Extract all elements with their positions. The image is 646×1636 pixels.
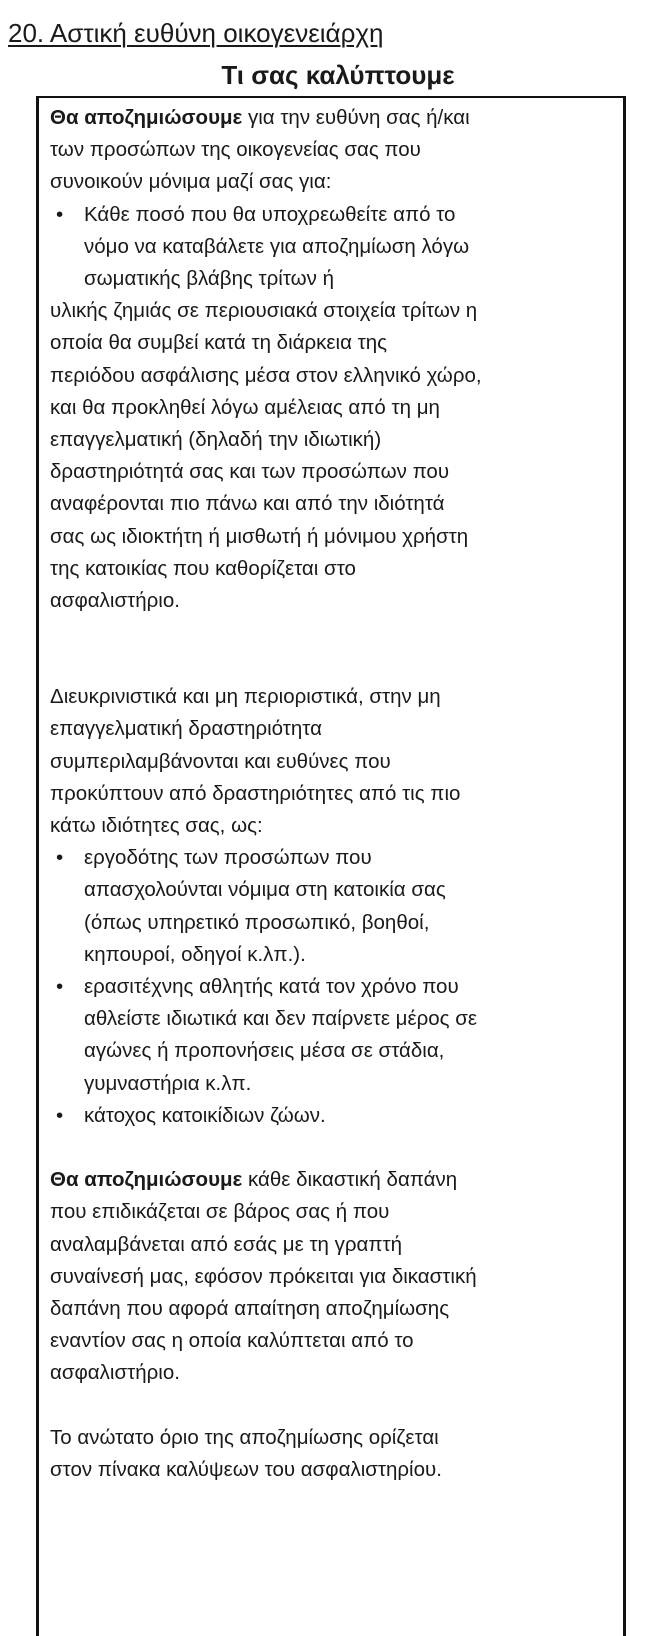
- text-line: ασφαλιστήριο.: [50, 1361, 180, 1385]
- text-line: επαγγελματική δραστηριότητα: [50, 717, 322, 741]
- text-line: σωματικής βλάβης τρίτων ή: [84, 267, 335, 291]
- text-line: επαγγελματική (δηλαδή την ιδιωτική): [50, 428, 382, 452]
- spacer: [50, 617, 616, 681]
- text-line: κηπουροί, οδηγοί κ.λπ.).: [84, 942, 306, 966]
- text-line: συναίνεσή μας, εφόσον πρόκειται για δικαστική: [50, 1264, 477, 1288]
- text-line: νόμο να καταβάλετε για αποζημίωση λόγω: [84, 234, 470, 258]
- text-line: περιόδου ασφάλισης μέσα στον ελληνικό χώρο,: [50, 363, 482, 387]
- bullet-item-employer: [50, 842, 616, 971]
- text-line: οποία θα συμβεί κατά τη διάρκεια της: [50, 331, 388, 355]
- text-line: των προσώπων της οικογενείας σας που: [50, 138, 421, 162]
- text-line: απασχολούνται νόμιμα στη κατοικία σας: [84, 878, 446, 902]
- bold-lead: Θα αποζημιώσουμε: [50, 1168, 243, 1192]
- text-line: συνοικούν μόνιμα μαζί σας για:: [50, 170, 332, 194]
- bullet-icon: •: [56, 1103, 64, 1127]
- content-body: [50, 102, 616, 1486]
- text-line: κάτοχος κατοικίδιων ζώων.: [84, 1103, 326, 1127]
- text-line: αγώνες ή προπονήσεις μέσα σε στάδια,: [84, 1039, 445, 1063]
- text-line: και θα προκληθεί λόγω αμέλειας από τη μη: [50, 395, 440, 419]
- section-title: 20. Αστική ευθύνη οικογενειάρχη: [8, 18, 384, 48]
- text-line: εναντίον σας η οποία καλύπτεται από το: [50, 1329, 414, 1353]
- bullet-icon: •: [56, 202, 64, 226]
- paragraph-coverage-intro: [50, 102, 616, 134]
- bullet-icon: •: [56, 846, 64, 870]
- bullet-item: [50, 199, 616, 296]
- text-line: εργοδότης των προσώπων που: [84, 846, 372, 870]
- text-line: Το ανώτατο όριο της αποζημίωσης ορίζεται: [50, 1425, 439, 1449]
- text-line: γυμναστήρια κ.λπ.: [84, 1071, 252, 1095]
- text-line: Διευκρινιστικά και μη περιοριστικά, στην μη: [50, 685, 441, 709]
- text-line: υλικής ζημιάς σε περιουσιακά στοιχεία τρίτων η: [50, 299, 478, 323]
- text-line: κάτω ιδιότητες σας, ως:: [50, 814, 263, 838]
- spacer: [50, 1390, 616, 1422]
- text-line: για την ευθύνη σας ή/και: [242, 106, 470, 129]
- bullet-item-athlete: [50, 971, 616, 1100]
- text-line: (όπως υπηρετικό προσωπικό, βοηθοί,: [84, 910, 430, 934]
- text-line: αναφέρονται πιο πάνω και από την ιδιότητά: [50, 492, 445, 516]
- text-line: της κατοικίας που καθορίζεται στο: [50, 556, 356, 580]
- bullet-item-pets: [50, 1100, 616, 1132]
- paragraph-legal-costs: [50, 1164, 616, 1196]
- spacer: [50, 1132, 616, 1164]
- text-line: προκύπτουν από δραστηριότητες από τις πιο: [50, 781, 461, 805]
- text-line: Κάθε ποσό που θα υποχρεωθείτε από το: [84, 202, 456, 226]
- bold-lead: Θα αποζημιώσουμε: [50, 106, 243, 129]
- text-line: στον πίνακα καλύψεων του ασφαλιστηρίου.: [50, 1457, 442, 1481]
- text-line: σας ως ιδιοκτήτη ή μισθωτή ή μόνιμου χρήστη: [50, 524, 469, 548]
- bullet-icon: •: [56, 975, 64, 999]
- subtitle: Τι σας καλύπτουμε: [221, 60, 455, 90]
- text-line: που επιδικάζεται σε βάρος σας ή που: [50, 1200, 390, 1224]
- text-line: δαπάνη που αφορά απαίτηση αποζημίωσης: [50, 1296, 450, 1320]
- text-line: συμπεριλαμβάνονται και ευθύνες που: [50, 749, 391, 773]
- text-line: αναλαμβάνεται από εσάς με τη γραπτή: [50, 1232, 403, 1256]
- text-line: αθλείστε ιδιωτικά και δεν παίρνετε μέρος σε: [84, 1007, 478, 1031]
- text-line: κάθε δικαστική δαπάνη: [242, 1168, 458, 1192]
- text-line: δραστηριότητά σας και των προσώπων που: [50, 460, 450, 484]
- text-line: ερασιτέχνης αθλητής κατά τον χρόνο που: [84, 975, 459, 999]
- text-line: ασφαλιστήριο.: [50, 589, 180, 613]
